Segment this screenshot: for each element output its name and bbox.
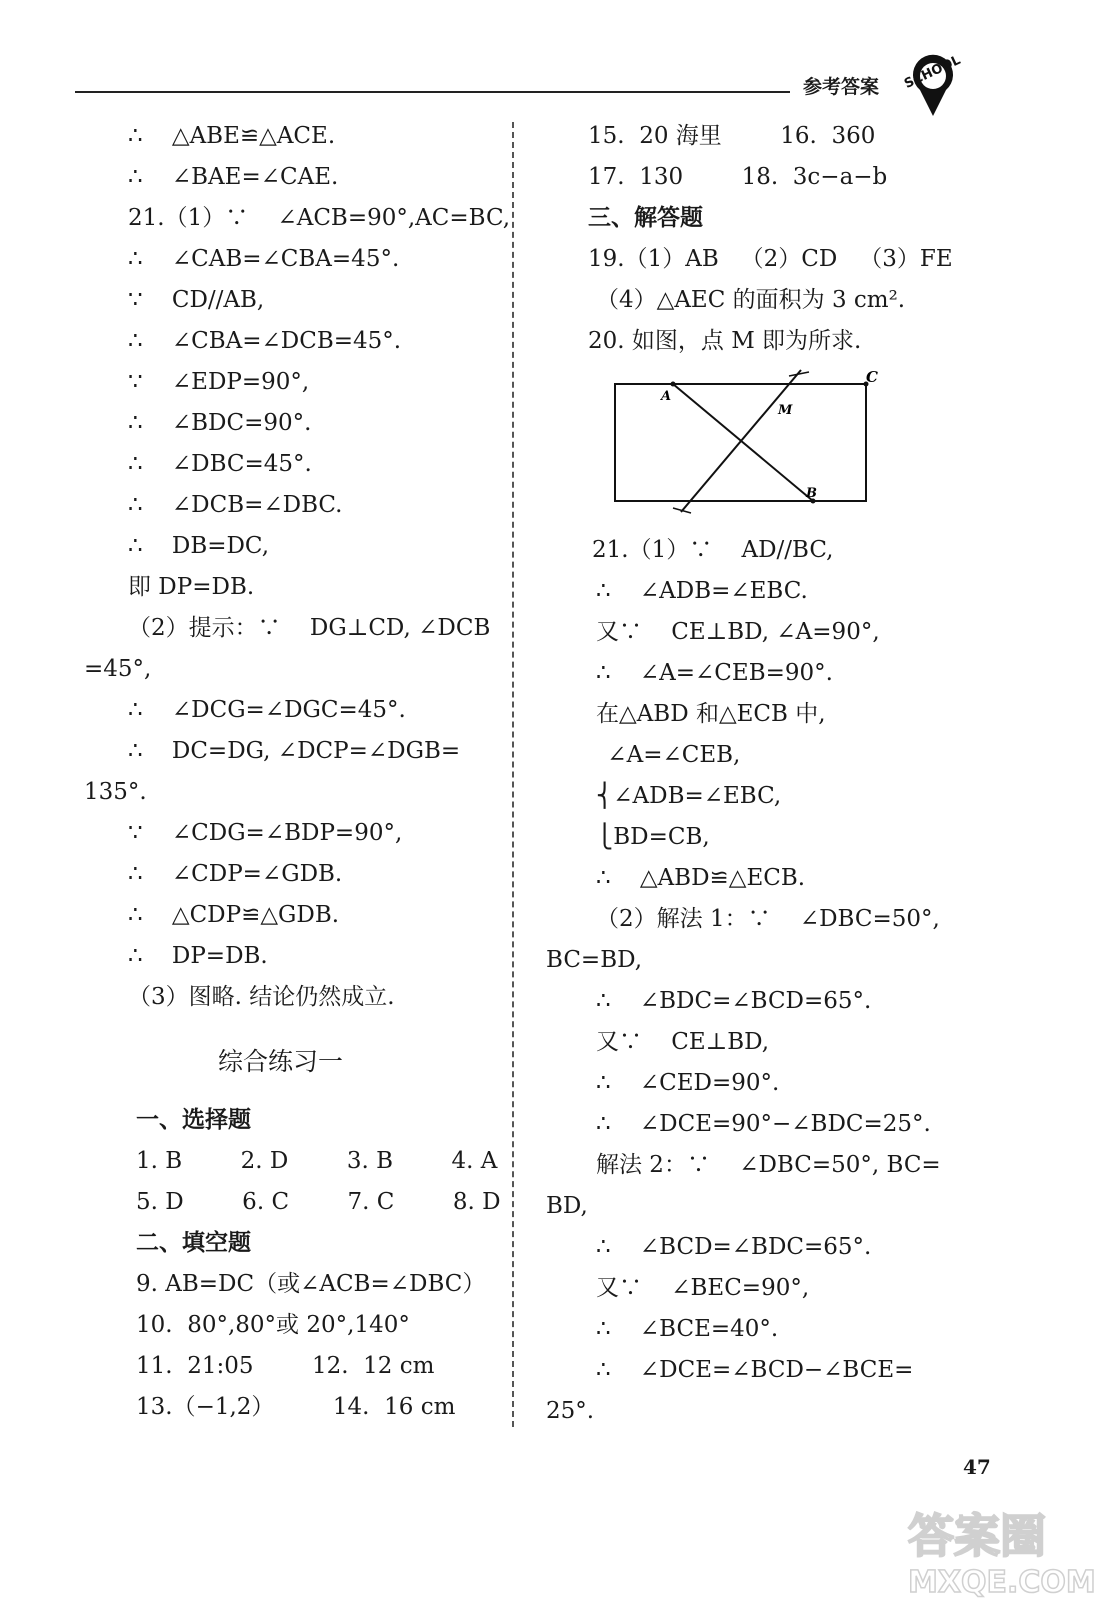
text-line: ∵ ∠CDG=∠BDP=90°, [128,820,403,846]
watermark [900,1490,1100,1600]
text-line: 21.（1）∵ AD//BC, [592,537,834,563]
figure-label-m: M [778,403,793,418]
text-line: ∠A=∠CEB, [600,742,741,768]
text-line: 5. D 6. C 7. C 8. D [136,1189,501,1215]
figure-point-a [671,382,676,387]
text-line: ∴ ∠DBC=45°. [128,451,312,477]
text-line: ∴ ∠CDP=∠GDB. [128,861,343,887]
logo-text: SCHOOL [902,52,963,92]
text-line: ∴ DP=DB. [128,943,268,969]
text-line: 17. 130 18. 3c−a−b [588,164,888,190]
text-line: ∴ ∠BCD=∠BDC=65°. [596,1234,872,1260]
figure-label-a: A [661,389,672,404]
text-line: 20. 如图，点 M 即为所求. [588,328,862,354]
text-line: 一、选择题 [136,1106,251,1133]
text-line: 15. 20 海里 16. 360 [588,123,876,149]
text-line: ∴ ∠BCE=40°. [596,1316,779,1342]
text-line: ⎨∠ADB=∠EBC, [596,783,782,809]
text-line: （2）提示：∵ DG⊥CD, ∠DCB [128,615,491,641]
text-line: ∴ ∠DCG=∠DGC=45°. [128,697,406,723]
text-line: 又∵ CE⊥BD, [596,1029,770,1055]
text-line: BC=BD, [546,947,643,973]
text-line: 10. 80°,80°或 20°,140° [136,1312,410,1338]
page-number: 47 [963,1455,991,1479]
text-line: 即 DP=DB. [128,574,255,600]
text-line: BD, [546,1193,588,1219]
text-line: 19.（1）AB （2）CD （3）FE [588,246,953,272]
figure-label-c: C [866,368,878,386]
text-line: ∴ ∠BAE=∠CAE. [128,164,339,190]
text-line: 11. 21:05 12. 12 cm [136,1353,435,1379]
text-line: 25°. [546,1398,595,1424]
text-line: ∴ ∠DCB=∠DBC. [128,492,343,518]
text-line: ∴ ∠DCE=∠BCD−∠BCE= [596,1357,914,1383]
text-line: 又∵ CE⊥BD, ∠A=90°, [596,619,880,645]
geometry-figure [603,362,893,522]
text-line: ∴ ∠BDC=∠BCD=65°. [596,988,872,1014]
text-line: 13.（−1,2） 14. 16 cm [136,1394,456,1420]
text-line: 在△ABD 和△ECB 中, [596,701,826,727]
text-line: ∴ △ABD≌△ECB. [596,865,806,891]
text-line: ∴ DC=DG, ∠DCP=∠DGB= [128,738,461,764]
text-line: （3）图略. 结论仍然成立. [128,984,395,1010]
text-line: =45°, [84,656,152,682]
school-logo-icon [896,46,970,120]
text-line: 135°. [84,779,147,805]
watermark-line2: MXQE.COM [908,1565,1096,1600]
text-line: 又∵ ∠BEC=90°, [596,1275,810,1301]
figure-line-ab [673,384,813,501]
text-line: ∴ ∠BDC=90°. [128,410,312,436]
figure-perpendicular-bisector [681,370,801,512]
text-line: 三、解答题 [588,204,703,231]
text-line: ⎩BD=CB, [596,824,710,850]
text-line: 9. AB=DC（或∠ACB=∠DBC） [136,1271,486,1297]
text-line: ∵ CD//AB, [128,287,265,313]
text-line: ∴ △CDP≌△GDB. [128,902,340,928]
text-line: （4）△AEC 的面积为 3 cm². [596,287,906,313]
text-line: ∴ ∠ADB=∠EBC. [596,578,808,604]
text-line: 二、填空题 [136,1229,251,1256]
text-line: ∵ ∠EDP=90°, [128,369,310,395]
text-line: 21.（1）∵ ∠ACB=90°,AC=BC, [128,205,511,231]
text-line: ∴ ∠CBA=∠DCB=45°. [128,328,402,354]
text-line: ∴ ∠A=∠CEB=90°. [596,660,833,686]
figure-label-b: B [806,486,817,501]
text-line: （2）解法 1：∵ ∠DBC=50°, [596,906,940,932]
text-line: 解法 2：∵ ∠DBC=50°, BC= [596,1152,941,1178]
text-line: 1. B 2. D 3. B 4. A [136,1148,498,1174]
header-title: 参考答案 [803,76,880,98]
text-line: ∴ △ABE≌△ACE. [128,123,336,149]
text-line: ∴ ∠CAB=∠CBA=45°. [128,246,400,272]
text-line: ∴ ∠DCE=90°−∠BDC=25°. [596,1111,931,1137]
section-title: 综合练习一 [218,1047,344,1076]
text-line: ∴ ∠CED=90°. [596,1070,780,1096]
watermark-line1: 答案圈 [908,1509,1046,1563]
column-divider [512,122,514,1427]
header-rule [75,91,790,93]
text-line: ∴ DB=DC, [128,533,270,559]
